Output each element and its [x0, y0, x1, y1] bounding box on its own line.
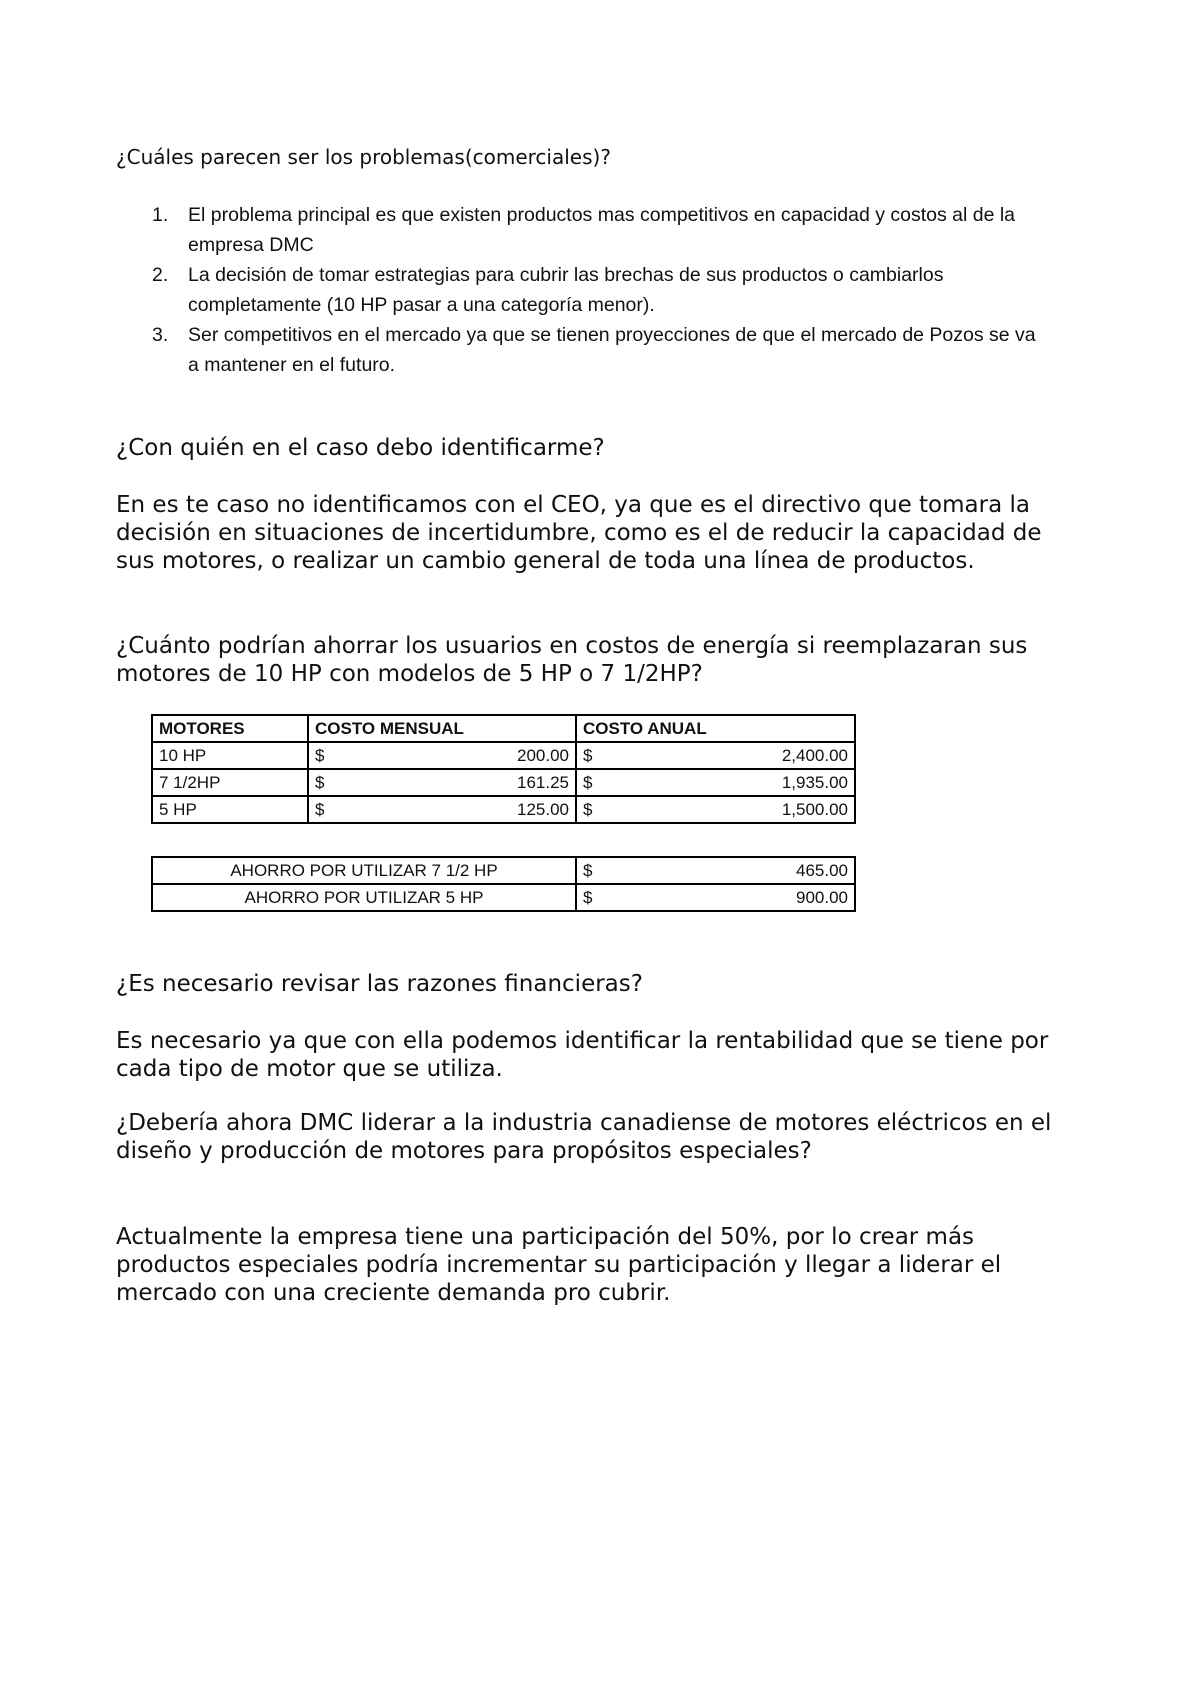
list-text: Ser competitivos en el mercado ya que se tienen proyecciones de que el mercado de Pozos se va a mantener en el futuro.	[188, 324, 1036, 376]
answer-financial-ratios: Es necesario ya que con ella podemos identificar la rentabilidad que se tiene por cada tipo de motor que se utiliza.	[116, 1028, 1049, 1082]
list-text: El problema principal es que existen productos mas competitivos en capacidad y costos al de la empresa DMC	[188, 204, 1016, 256]
currency-symbol: $	[583, 860, 593, 880]
list-item	[116, 260, 1036, 320]
monthly-cost-cell	[308, 796, 576, 823]
question-identify: ¿Con quién en el caso debo identificarme?	[116, 435, 605, 461]
monthly-cost-cell	[308, 742, 576, 769]
monthly-value: 200.00	[517, 745, 569, 765]
monthly-cost-cell	[308, 769, 576, 796]
annual-value: 1,500.00	[781, 799, 848, 819]
annual-cost-cell	[576, 742, 855, 769]
currency-symbol: $	[583, 772, 593, 792]
column-header: COSTO ANUAL	[576, 715, 855, 742]
currency-symbol: $	[315, 799, 325, 819]
motor-cell: 10 HP	[152, 742, 308, 769]
question-problems: ¿Cuáles parecen ser los problemas(comerciales)?	[116, 145, 611, 169]
savings-value: 465.00	[796, 860, 848, 880]
currency-symbol: $	[315, 745, 325, 765]
savings-label: AHORRO POR UTILIZAR 5 HP	[152, 884, 576, 911]
question-lead-industry: ¿Debería ahora DMC liderar a la industria canadiense de motores eléctricos en el diseño y producción de motores para propósitos especiales?	[116, 1110, 1052, 1164]
monthly-value: 125.00	[517, 799, 569, 819]
cost-table	[151, 714, 856, 824]
motor-cell: 5 HP	[152, 796, 308, 823]
question-financial-ratios: ¿Es necesario revisar las razones financieras?	[116, 971, 643, 997]
table-row	[152, 769, 855, 796]
table-row	[152, 742, 855, 769]
table-row	[152, 884, 855, 911]
monthly-value: 161.25	[517, 772, 569, 792]
currency-symbol: $	[583, 887, 593, 907]
motor-cell: 7 1/2HP	[152, 769, 308, 796]
column-header: MOTORES	[152, 715, 308, 742]
currency-symbol: $	[315, 772, 325, 792]
list-number: 2.	[152, 264, 169, 286]
annual-cost-cell	[576, 769, 855, 796]
annual-value: 1,935.00	[781, 772, 848, 792]
savings-table	[151, 856, 856, 912]
answer-identify: En es te caso no identificamos con el CEO, ya que es el directivo que tomara la decisión en situaciones de incertidumbre, como es el de reducir la capacidad de sus motores, o realizar un cambio general de toda una línea de productos.	[116, 492, 1042, 574]
savings-value-cell	[576, 857, 855, 884]
list-text: La decisión de tomar estrategias para cubrir las brechas de sus productos o cambiarlos completamente (10 HP pasar a una categoría menor).	[188, 264, 944, 316]
annual-cost-cell	[576, 796, 855, 823]
list-number: 3.	[152, 324, 169, 346]
currency-symbol: $	[583, 799, 593, 819]
problems-list	[116, 200, 1036, 380]
column-header: COSTO MENSUAL	[308, 715, 576, 742]
annual-value: 2,400.00	[781, 745, 848, 765]
table-row	[152, 857, 855, 884]
question-energy-savings: ¿Cuánto podrían ahorrar los usuarios en costos de energía si reemplazaran sus motores de 10 HP con modelos de 5 HP o 7 1/2HP?	[116, 633, 1028, 687]
currency-symbol: $	[583, 745, 593, 765]
savings-value: 900.00	[796, 887, 848, 907]
table-row	[152, 796, 855, 823]
savings-label: AHORRO POR UTILIZAR 7 1/2 HP	[152, 857, 576, 884]
list-number: 1.	[152, 204, 169, 226]
table-header-row	[152, 715, 855, 742]
list-item	[116, 200, 1036, 260]
list-item	[116, 320, 1036, 380]
answer-lead-industry: Actualmente la empresa tiene una participación del 50%, por lo crear más productos especiales podría incrementar su participación y llegar a liderar el mercado con una creciente demanda pro cubrir.	[116, 1224, 1002, 1306]
savings-value-cell	[576, 884, 855, 911]
